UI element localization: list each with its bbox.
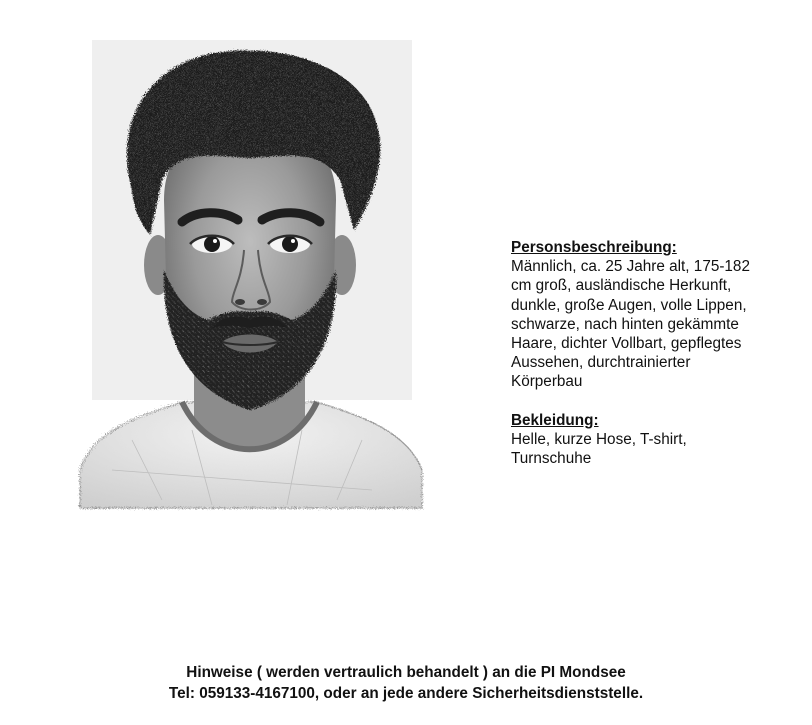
- person-description-heading: Personsbeschreibung:: [511, 239, 677, 256]
- composite-sketch-face-icon: [72, 30, 427, 540]
- contact-footer: [0, 662, 812, 704]
- clothing-line: Turnschuhe: [511, 450, 592, 468]
- description-line: Haare, dichter Vollbart, gepflegtes: [511, 335, 742, 353]
- description-line: Aussehen, durchtrainierter: [511, 354, 691, 372]
- clothing-text: [511, 430, 801, 468]
- clothing-heading: Bekleidung:: [511, 411, 599, 429]
- description-line: schwarze, nach hinten gekämmte: [511, 315, 739, 333]
- description-line: cm groß, ausländische Herkunft,: [511, 277, 732, 295]
- person-description-text: [511, 257, 801, 391]
- clothing-line: Helle, kurze Hose, T-shirt,: [511, 430, 687, 448]
- person-description: [511, 238, 801, 487]
- description-line: Körperbau: [511, 373, 583, 391]
- description-line: Männlich, ca. 25 Jahre alt, 175-182: [511, 258, 750, 276]
- composite-sketch-image: [72, 30, 427, 540]
- description-line: dunkle, große Augen, volle Lippen,: [511, 296, 747, 314]
- contact-line-hints: Hinweise ( werden vertraulich behandelt ) an die PI Mondsee: [186, 664, 626, 681]
- contact-line-phone: Tel: 059133-4167100, oder an jede andere Sicherheitsdienststelle.: [168, 685, 644, 702]
